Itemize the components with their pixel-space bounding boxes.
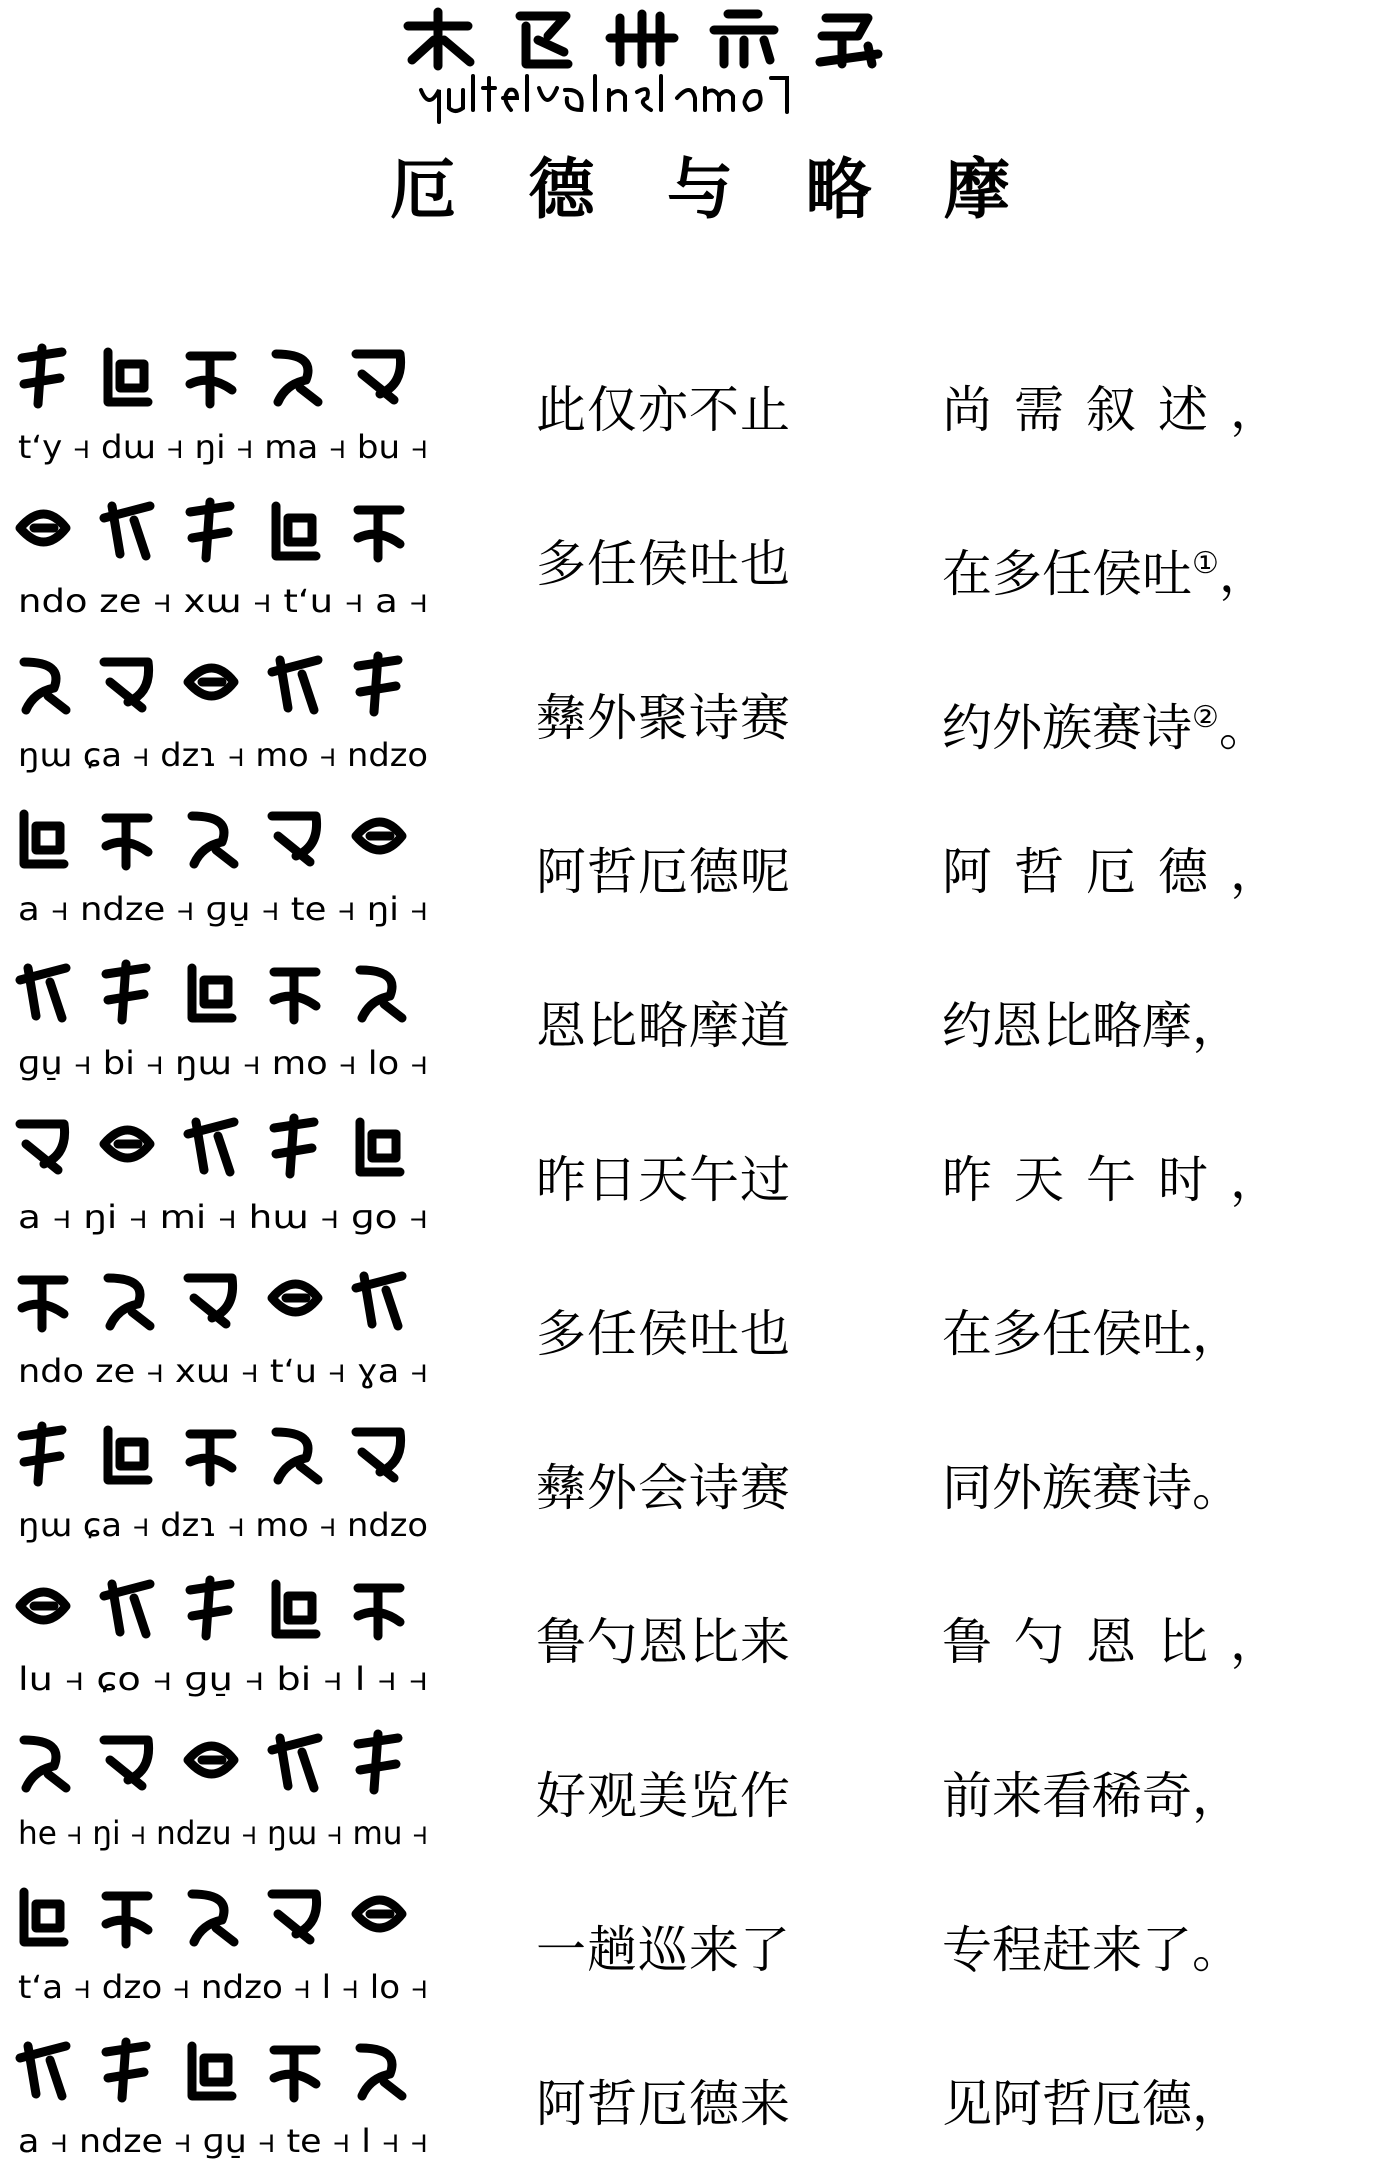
yi-transliteration [18,574,446,626]
yi-glyph-stroke [276,354,318,402]
literal-translation: 彝外会诗赛 [536,1459,791,1517]
yi-script-block [6,1716,446,1866]
yi-glyph-stroke [358,656,398,712]
free-translation-text: 鲁勺恩比， [942,1613,1302,1671]
yi-glyph-stroke [192,968,232,1018]
yi-glyph-stroke [108,1278,150,1326]
yi-transliteration [18,1190,446,1242]
yi-script-block [6,330,446,480]
yi-glyph-stroke [272,816,317,862]
yi-translit-handwriting-icon [18,574,446,626]
yi-glyph-stroke [188,1122,234,1172]
free-translation [942,1148,1342,1212]
yi-glyph-stroke [358,1588,400,1636]
yi-glyph-stroke [272,660,318,710]
yi-glyph-line [6,2028,446,2114]
yi-glyph-stroke [104,1584,150,1634]
yi-script-block [6,792,446,942]
title-char-3: 与 [667,150,733,228]
verse-row [0,946,1392,1100]
verse-list [0,330,1392,2180]
verse-row [0,2024,1392,2178]
free-translation [942,1610,1342,1674]
chinese-title [390,144,1010,234]
yi-glyph-stroke [192,816,234,864]
yi-glyph-line [6,796,446,882]
yi-script-line-8-icon [6,1412,446,1498]
yi-glyph-line [6,1412,446,1498]
yi-script-line-12-icon [6,2028,446,2114]
yi-glyph-stroke [272,1738,318,1788]
verse-row [0,330,1392,484]
title-char-1: 厄 [390,150,456,228]
yi-glyph-stroke [190,1434,232,1482]
title-char-5: 摩 [944,150,1010,228]
yi-transliteration [18,1652,446,1704]
yi-translit-handwriting-icon [18,1344,446,1396]
yi-translit-text: ndo ze ⫞ xɯ ⫞ tʻu ⫞ ɣa ⫞ [18,1352,428,1390]
yi-glyph-stroke [104,662,149,708]
yi-script-line-2-icon [6,488,446,574]
free-translation-text: 阿哲厄德， [942,843,1302,901]
free-translation-text: 同外族赛诗。 [942,1459,1242,1517]
literal-translation: 一趟巡来了 [536,1921,791,1979]
yi-script-line-5-icon [6,950,446,1036]
verse-row [0,1562,1392,1716]
yi-glyph-stroke [276,1584,316,1634]
yi-translit-text: ɡu̠ ⫞ bi ⫞ ŋɯ ⫞ mo ⫞ lo ⫞ [18,1044,428,1082]
yi-translit-handwriting-icon [18,882,446,934]
literal-translation: 鲁勺恩比来 [536,1613,791,1671]
yi-transliteration [18,1498,446,1550]
yi-glyph-line [6,950,446,1036]
yi-glyph-stroke [22,1280,64,1328]
free-translation [942,840,1342,904]
yi-glyph-stroke [106,818,148,866]
yi-translit-handwriting-icon [18,1498,446,1550]
verse-row [0,792,1392,946]
yi-glyph-line [6,1566,446,1652]
verse-row [0,484,1392,638]
yi-glyph-stroke [272,1894,317,1940]
yi-script-block [6,1254,446,1404]
yi-translit-handwriting-icon [18,2114,446,2166]
verse-row [0,638,1392,792]
yi-glyph-stroke [20,1124,65,1170]
yi-translit-handwriting-icon [18,728,446,780]
free-translation [942,378,1342,442]
yi-glyph-line [6,1874,446,1960]
free-translation [942,1302,1342,1366]
footnote-mark: ②。 [1192,699,1269,757]
yi-glyph-line [6,1258,446,1344]
footnote-mark: ①， [1192,545,1269,603]
yi-glyph-stroke [356,822,402,850]
yi-glyph-stroke [190,356,232,404]
yi-translit-handwriting-icon [18,420,446,472]
yi-glyph-line [6,1720,446,1806]
yi-translit-handwriting-icon [18,1190,446,1242]
yi-glyph-stroke [190,1580,230,1636]
yi-glyph-stroke [360,1122,400,1172]
yi-translit-text: he ⫞ ŋi ⫞ ndzu ⫞ ŋɯ ⫞ mu ⫞ [18,1814,428,1852]
yi-glyph-stroke [106,1896,148,1944]
yi-glyph-stroke [104,1130,150,1158]
free-translation [942,1764,1342,1828]
yi-translit-handwriting-icon [18,1806,446,1858]
free-translation [942,994,1342,1058]
yi-translit-text: tʻy ⫞ dɯ ⫞ ŋi ⫞ ma ⫞ bu ⫞ [18,428,428,466]
yi-glyph-stroke [190,502,230,558]
yi-transliteration [18,882,446,934]
yi-glyph-stroke [274,972,316,1020]
title-block [0,0,1392,260]
verse-row [0,1100,1392,1254]
yi-glyph-stroke [106,2042,146,2098]
yi-glyph-stroke [192,1894,234,1942]
verse-row [0,1408,1392,1562]
yi-script-block [6,946,446,1096]
literal-translation: 彝外聚诗赛 [536,689,791,747]
yi-translit-handwriting-icon [18,1960,446,2012]
literal-translation: 阿哲厄德来 [536,2075,791,2133]
yi-translit-text: ndo ze ⫞ xɯ ⫞ tʻu ⫞ a ⫞ [18,582,428,620]
free-translation-text: 约恩比略摩， [942,997,1242,1055]
yi-translit-text: ŋɯ ɕa ⫞ dzɿ ⫞ mo ⫞ ndzo [18,736,428,774]
yi-glyph-stroke [106,964,146,1020]
title-char-2: 德 [528,150,595,228]
yi-glyph-stroke [104,1740,149,1786]
yi-script-line-11-icon [6,1874,446,1960]
yi-glyph-stroke [108,352,148,402]
free-translation-text: 见阿哲厄德， [942,2075,1242,2133]
yi-script-block [6,638,446,788]
yi-glyph-stroke [188,1278,233,1324]
yi-glyph-stroke [20,968,66,1018]
yi-glyph-stroke [188,1746,234,1774]
yi-glyph-stroke [108,1430,148,1480]
yi-glyph-line [6,488,446,574]
free-translation-text: 尚需叙述， [942,381,1302,439]
yi-glyph-stroke [358,510,400,558]
yi-glyph-line [6,334,446,420]
yi-glyph-stroke [276,506,316,556]
literal-translation: 此仅亦不止 [536,381,791,439]
yi-glyph-stroke [272,1284,318,1312]
literal-translation: 昨日天午过 [536,1151,791,1209]
yi-translit-handwriting-icon [18,1036,446,1088]
yi-transliteration [18,2114,446,2166]
yi-translit-text: a ⫞ ndze ⫞ ɡu̠ ⫞ te ⫞ ŋi ⫞ [18,890,428,928]
yi-translit-text: a ⫞ ndze ⫞ ɡu̠ ⫞ te ⫞ l ⫞ ⫞ [18,2122,429,2160]
free-translation [942,2072,1342,2136]
yi-title-transliteration [415,68,975,128]
yi-script-block [6,1100,446,1250]
yi-translit-text: a ⫞ ŋi ⫞ mi ⫞ hɯ ⫞ ɡo ⫞ [18,1198,428,1236]
verse-row [0,1716,1392,1870]
free-translation [942,1456,1342,1520]
yi-glyph-stroke [24,1892,64,1942]
yi-glyph-stroke [20,514,66,542]
yi-glyph-stroke [24,1740,66,1788]
yi-script-block [6,484,446,634]
yi-script-block [6,1562,446,1712]
yi-script-line-4-icon [6,796,446,882]
yi-transliteration [18,420,446,472]
yi-title-glyphs [398,6,958,74]
yi-glyph-stroke [24,662,66,710]
yi-glyph-stroke [104,506,150,556]
verse-row [0,1254,1392,1408]
yi-glyph-stroke [358,1734,398,1790]
yi-script-block [6,2024,446,2174]
yi-title-script-icon [398,6,958,74]
literal-translation: 阿哲厄德呢 [536,843,791,901]
yi-glyph-stroke [20,2046,66,2096]
yi-transliteration [18,1344,446,1396]
yi-glyph-line [6,1104,446,1190]
yi-script-line-6-icon [6,1104,446,1190]
free-translation-text: 专程赶来了。 [942,1921,1242,1979]
literal-translation: 多任侯吐也 [536,535,791,593]
yi-glyph-stroke [24,814,64,864]
yi-glyph-stroke [356,354,401,400]
yi-script-line-1-icon [6,334,446,420]
free-translation-text: 在多任侯吐 [942,545,1192,603]
yi-transliteration [18,728,446,780]
yi-glyph-stroke [192,2046,232,2096]
yi-script-block [6,1408,446,1558]
yi-translit-text: tʻa ⫞ dzo ⫞ ndzo ⫞ l ⫞ lo ⫞ [18,1968,429,2006]
yi-glyph-stroke [356,1276,402,1326]
yi-transliteration [18,1036,446,1088]
yi-title-translit-handwriting-icon [415,68,975,128]
yi-script-line-7-icon [6,1258,446,1344]
yi-glyph-stroke [22,1426,62,1482]
title-char-4: 略 [805,150,872,228]
yi-glyph-stroke [356,1432,401,1478]
free-translation-text: 前来看稀奇， [942,1767,1242,1825]
free-translation-text: 约外族赛诗 [942,699,1192,757]
free-translation-text: 在多任侯吐， [942,1305,1242,1363]
yi-script-line-9-icon [6,1566,446,1652]
free-translation [942,532,1342,603]
yi-script-block [6,1870,446,2020]
yi-glyph-stroke [20,1592,66,1620]
yi-transliteration [18,1960,446,2012]
verse-row [0,1870,1392,2024]
yi-glyph-stroke [274,2050,316,2098]
yi-glyph-stroke [22,348,62,404]
yi-glyph-stroke [276,1432,318,1480]
yi-glyph-stroke [360,970,402,1018]
yi-script-line-3-icon [6,642,446,728]
yi-glyph-stroke [274,1118,314,1174]
yi-translit-text: lu ⫞ ɕo ⫞ ɡu̠ ⫞ bi ⫞ l ⫞ ⫞ [18,1660,428,1698]
free-translation [942,1918,1342,1982]
yi-script-line-10-icon [6,1720,446,1806]
free-translation [942,686,1342,757]
yi-glyph-line [6,642,446,728]
literal-translation: 恩比略摩道 [536,997,791,1055]
yi-translit-text: ŋɯ ɕa ⫞ dzɿ ⫞ mo ⫞ ndzo [18,1506,428,1544]
yi-glyph-stroke [360,2048,402,2096]
yi-glyph-stroke [188,668,234,696]
yi-transliteration [18,1806,446,1858]
yi-translit-handwriting-icon [18,1652,446,1704]
literal-translation: 好观美览作 [536,1767,791,1825]
yi-glyph-stroke [356,1900,402,1928]
free-translation-text: 昨天午时， [942,1151,1302,1209]
literal-translation: 多任侯吐也 [536,1305,791,1363]
